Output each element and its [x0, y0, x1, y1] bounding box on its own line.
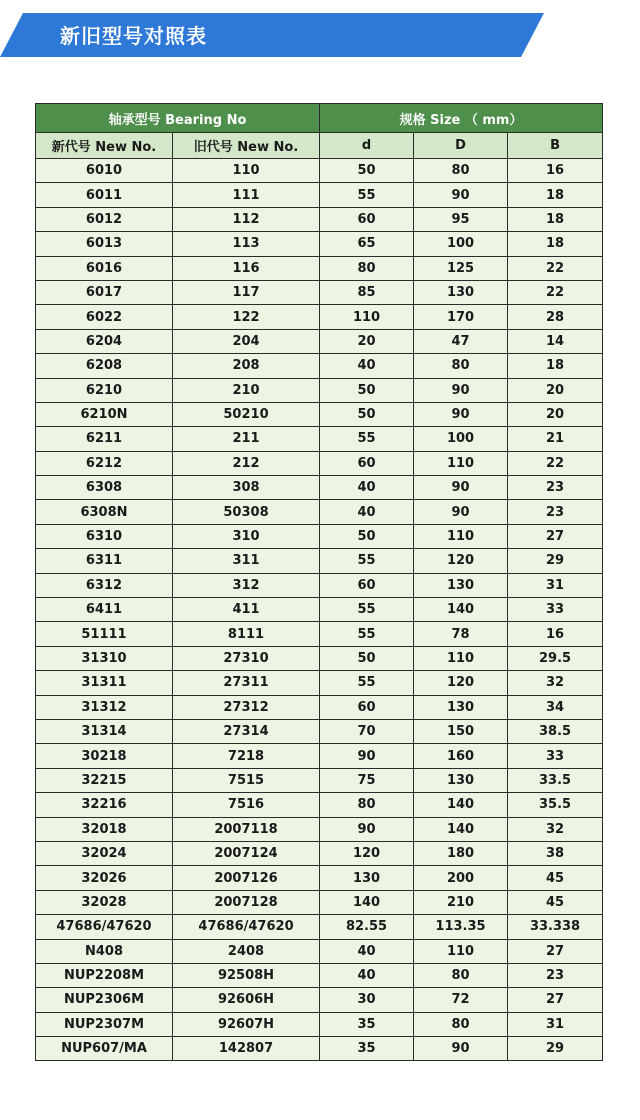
table-row [36, 1037, 603, 1061]
b-width-cell: 23 [508, 500, 603, 524]
d-outer-cell: 120 [414, 671, 508, 695]
d-outer-cell: 80 [414, 354, 508, 378]
d-outer-cell: 160 [414, 744, 508, 768]
b-width-cell: 29 [508, 549, 603, 573]
b-width-cell: 22 [508, 256, 603, 280]
d-inner-cell: 40 [320, 500, 414, 524]
table-body [36, 159, 603, 1061]
d-inner-cell: 20 [320, 329, 414, 353]
d-outer-cell: 120 [414, 549, 508, 573]
b-width-cell: 23 [508, 963, 603, 987]
table-row [36, 549, 603, 573]
b-width-cell: 29 [508, 1037, 603, 1061]
new-no-cell: 6210N [36, 402, 173, 426]
column-header-d-inner: d [320, 133, 414, 159]
d-outer-cell: 130 [414, 280, 508, 304]
page-title: 新旧型号对照表 [60, 24, 207, 48]
d-inner-cell: 55 [320, 427, 414, 451]
old-no-cell: 210 [173, 378, 320, 402]
d-outer-cell: 150 [414, 719, 508, 743]
d-inner-cell: 40 [320, 476, 414, 500]
b-width-cell: 20 [508, 402, 603, 426]
table-row [36, 159, 603, 183]
d-inner-cell: 60 [320, 451, 414, 475]
d-outer-cell: 78 [414, 622, 508, 646]
table-row [36, 232, 603, 256]
b-width-cell: 14 [508, 329, 603, 353]
b-width-cell: 27 [508, 939, 603, 963]
table-row [36, 963, 603, 987]
column-header-row [36, 133, 603, 159]
bearing-comparison-table [35, 103, 603, 1061]
old-no-cell: 92607H [173, 1012, 320, 1036]
new-no-cell: 6013 [36, 232, 173, 256]
table-row [36, 744, 603, 768]
new-no-cell: 32026 [36, 866, 173, 890]
old-no-cell: 312 [173, 573, 320, 597]
d-outer-cell: 140 [414, 817, 508, 841]
b-width-cell: 31 [508, 1012, 603, 1036]
new-no-cell: 6017 [36, 280, 173, 304]
table-row [36, 354, 603, 378]
b-width-cell: 33 [508, 598, 603, 622]
new-no-cell: 6211 [36, 427, 173, 451]
d-inner-cell: 90 [320, 744, 414, 768]
d-outer-cell: 100 [414, 427, 508, 451]
d-inner-cell: 30 [320, 988, 414, 1012]
table-row [36, 793, 603, 817]
new-no-cell: 6312 [36, 573, 173, 597]
d-inner-cell: 60 [320, 695, 414, 719]
d-outer-cell: 130 [414, 695, 508, 719]
old-no-cell: 92606H [173, 988, 320, 1012]
new-no-cell: 31312 [36, 695, 173, 719]
table-row [36, 573, 603, 597]
b-width-cell: 45 [508, 866, 603, 890]
d-outer-cell: 72 [414, 988, 508, 1012]
old-no-cell: 2007124 [173, 841, 320, 865]
table-row [36, 305, 603, 329]
table-row [36, 476, 603, 500]
new-no-cell: 6208 [36, 354, 173, 378]
d-outer-cell: 90 [414, 402, 508, 426]
d-inner-cell: 55 [320, 183, 414, 207]
old-no-cell: 142807 [173, 1037, 320, 1061]
new-no-cell: 6016 [36, 256, 173, 280]
b-width-cell: 18 [508, 207, 603, 231]
old-no-cell: 2408 [173, 939, 320, 963]
b-width-cell: 33 [508, 744, 603, 768]
d-inner-cell: 40 [320, 354, 414, 378]
old-no-cell: 112 [173, 207, 320, 231]
new-no-cell: NUP2307M [36, 1012, 173, 1036]
d-outer-cell: 130 [414, 573, 508, 597]
old-no-cell: 117 [173, 280, 320, 304]
d-inner-cell: 50 [320, 378, 414, 402]
b-width-cell: 16 [508, 622, 603, 646]
table-row [36, 329, 603, 353]
d-inner-cell: 90 [320, 817, 414, 841]
b-width-cell: 33.338 [508, 915, 603, 939]
new-no-cell: 32018 [36, 817, 173, 841]
b-width-cell: 32 [508, 671, 603, 695]
new-no-cell: 6212 [36, 451, 173, 475]
b-width-cell: 22 [508, 451, 603, 475]
table-row [36, 939, 603, 963]
old-no-cell: 50308 [173, 500, 320, 524]
old-no-cell: 110 [173, 159, 320, 183]
old-no-cell: 208 [173, 354, 320, 378]
d-outer-cell: 180 [414, 841, 508, 865]
new-no-cell: 6308N [36, 500, 173, 524]
d-inner-cell: 55 [320, 622, 414, 646]
d-outer-cell: 80 [414, 1012, 508, 1036]
table-row [36, 915, 603, 939]
size-group-header: 规格 Size （ mm） [320, 104, 603, 133]
b-width-cell: 22 [508, 280, 603, 304]
d-inner-cell: 35 [320, 1012, 414, 1036]
b-width-cell: 23 [508, 476, 603, 500]
table-row [36, 646, 603, 670]
d-outer-cell: 110 [414, 939, 508, 963]
d-outer-cell: 80 [414, 963, 508, 987]
column-header-b-width: B [508, 133, 603, 159]
d-outer-cell: 80 [414, 159, 508, 183]
d-inner-cell: 55 [320, 671, 414, 695]
d-outer-cell: 130 [414, 768, 508, 792]
d-inner-cell: 40 [320, 963, 414, 987]
table-row [36, 890, 603, 914]
old-no-cell: 50210 [173, 402, 320, 426]
bearing-comparison-table-container [35, 103, 602, 1061]
b-width-cell: 34 [508, 695, 603, 719]
new-no-cell: 51111 [36, 622, 173, 646]
table-row [36, 451, 603, 475]
d-outer-cell: 90 [414, 183, 508, 207]
b-width-cell: 31 [508, 573, 603, 597]
b-width-cell: 29.5 [508, 646, 603, 670]
table-row [36, 183, 603, 207]
d-inner-cell: 50 [320, 159, 414, 183]
table-row [36, 988, 603, 1012]
d-outer-cell: 90 [414, 476, 508, 500]
new-no-cell: 30218 [36, 744, 173, 768]
new-no-cell: 6204 [36, 329, 173, 353]
new-no-cell: 6308 [36, 476, 173, 500]
d-inner-cell: 75 [320, 768, 414, 792]
old-no-cell: 310 [173, 524, 320, 548]
new-no-cell: 31314 [36, 719, 173, 743]
table-row [36, 719, 603, 743]
b-width-cell: 18 [508, 354, 603, 378]
table-row [36, 841, 603, 865]
old-no-cell: 111 [173, 183, 320, 207]
old-no-cell: 212 [173, 451, 320, 475]
new-no-cell: 47686/47620 [36, 915, 173, 939]
d-inner-cell: 50 [320, 402, 414, 426]
old-no-cell: 116 [173, 256, 320, 280]
table-row [36, 817, 603, 841]
d-outer-cell: 125 [414, 256, 508, 280]
d-outer-cell: 90 [414, 500, 508, 524]
new-no-cell: NUP2208M [36, 963, 173, 987]
bearing-no-group-header: 轴承型号 Bearing No [36, 104, 320, 133]
d-outer-cell: 113.35 [414, 915, 508, 939]
table-row [36, 378, 603, 402]
d-inner-cell: 55 [320, 549, 414, 573]
old-no-cell: 7218 [173, 744, 320, 768]
b-width-cell: 18 [508, 232, 603, 256]
d-outer-cell: 110 [414, 646, 508, 670]
old-no-cell: 113 [173, 232, 320, 256]
table-row [36, 866, 603, 890]
d-inner-cell: 70 [320, 719, 414, 743]
d-inner-cell: 120 [320, 841, 414, 865]
new-no-cell: 6022 [36, 305, 173, 329]
new-no-cell: N408 [36, 939, 173, 963]
b-width-cell: 38.5 [508, 719, 603, 743]
d-inner-cell: 140 [320, 890, 414, 914]
new-no-cell: 6311 [36, 549, 173, 573]
table-row [36, 207, 603, 231]
d-outer-cell: 90 [414, 378, 508, 402]
d-outer-cell: 200 [414, 866, 508, 890]
old-no-cell: 27311 [173, 671, 320, 695]
old-no-cell: 27312 [173, 695, 320, 719]
new-no-cell: 6012 [36, 207, 173, 231]
old-no-cell: 411 [173, 598, 320, 622]
d-inner-cell: 35 [320, 1037, 414, 1061]
table-row [36, 598, 603, 622]
table-row [36, 622, 603, 646]
old-no-cell: 27314 [173, 719, 320, 743]
old-no-cell: 8111 [173, 622, 320, 646]
d-outer-cell: 110 [414, 524, 508, 548]
old-no-cell: 27310 [173, 646, 320, 670]
column-header-old-no: 旧代号 New No. [173, 133, 320, 159]
old-no-cell: 311 [173, 549, 320, 573]
old-no-cell: 308 [173, 476, 320, 500]
d-inner-cell: 130 [320, 866, 414, 890]
new-no-cell: 31311 [36, 671, 173, 695]
b-width-cell: 33.5 [508, 768, 603, 792]
table-row [36, 402, 603, 426]
old-no-cell: 7515 [173, 768, 320, 792]
b-width-cell: 21 [508, 427, 603, 451]
d-outer-cell: 140 [414, 598, 508, 622]
group-header-row [36, 104, 603, 133]
table-row [36, 1012, 603, 1036]
d-inner-cell: 50 [320, 646, 414, 670]
b-width-cell: 20 [508, 378, 603, 402]
old-no-cell: 47686/47620 [173, 915, 320, 939]
b-width-cell: 28 [508, 305, 603, 329]
old-no-cell: 2007126 [173, 866, 320, 890]
table-row [36, 695, 603, 719]
d-inner-cell: 60 [320, 573, 414, 597]
d-outer-cell: 210 [414, 890, 508, 914]
old-no-cell: 211 [173, 427, 320, 451]
table-row [36, 524, 603, 548]
new-no-cell: 6011 [36, 183, 173, 207]
new-no-cell: 32028 [36, 890, 173, 914]
d-outer-cell: 110 [414, 451, 508, 475]
table-row [36, 280, 603, 304]
d-inner-cell: 80 [320, 793, 414, 817]
d-inner-cell: 60 [320, 207, 414, 231]
d-outer-cell: 170 [414, 305, 508, 329]
b-width-cell: 27 [508, 988, 603, 1012]
new-no-cell: 32024 [36, 841, 173, 865]
new-no-cell: 32216 [36, 793, 173, 817]
new-no-cell: 31310 [36, 646, 173, 670]
d-outer-cell: 140 [414, 793, 508, 817]
b-width-cell: 18 [508, 183, 603, 207]
old-no-cell: 7516 [173, 793, 320, 817]
d-outer-cell: 95 [414, 207, 508, 231]
new-no-cell: 6310 [36, 524, 173, 548]
d-inner-cell: 40 [320, 939, 414, 963]
d-inner-cell: 82.55 [320, 915, 414, 939]
d-outer-cell: 90 [414, 1037, 508, 1061]
new-no-cell: 6210 [36, 378, 173, 402]
new-no-cell: 6411 [36, 598, 173, 622]
d-inner-cell: 110 [320, 305, 414, 329]
d-inner-cell: 65 [320, 232, 414, 256]
old-no-cell: 204 [173, 329, 320, 353]
new-no-cell: 6010 [36, 159, 173, 183]
b-width-cell: 32 [508, 817, 603, 841]
d-inner-cell: 85 [320, 280, 414, 304]
old-no-cell: 2007128 [173, 890, 320, 914]
old-no-cell: 122 [173, 305, 320, 329]
b-width-cell: 35.5 [508, 793, 603, 817]
d-inner-cell: 50 [320, 524, 414, 548]
table-row [36, 500, 603, 524]
d-outer-cell: 100 [414, 232, 508, 256]
new-no-cell: 32215 [36, 768, 173, 792]
b-width-cell: 45 [508, 890, 603, 914]
new-no-cell: NUP2306M [36, 988, 173, 1012]
d-inner-cell: 80 [320, 256, 414, 280]
new-no-cell: NUP607/MA [36, 1037, 173, 1061]
old-no-cell: 2007118 [173, 817, 320, 841]
table-row [36, 768, 603, 792]
b-width-cell: 16 [508, 159, 603, 183]
b-width-cell: 38 [508, 841, 603, 865]
table-row [36, 671, 603, 695]
column-header-new-no: 新代号 New No. [36, 133, 173, 159]
d-inner-cell: 55 [320, 598, 414, 622]
d-outer-cell: 47 [414, 329, 508, 353]
b-width-cell: 27 [508, 524, 603, 548]
table-row [36, 256, 603, 280]
table-row [36, 427, 603, 451]
column-header-d-outer: D [414, 133, 508, 159]
old-no-cell: 92508H [173, 963, 320, 987]
